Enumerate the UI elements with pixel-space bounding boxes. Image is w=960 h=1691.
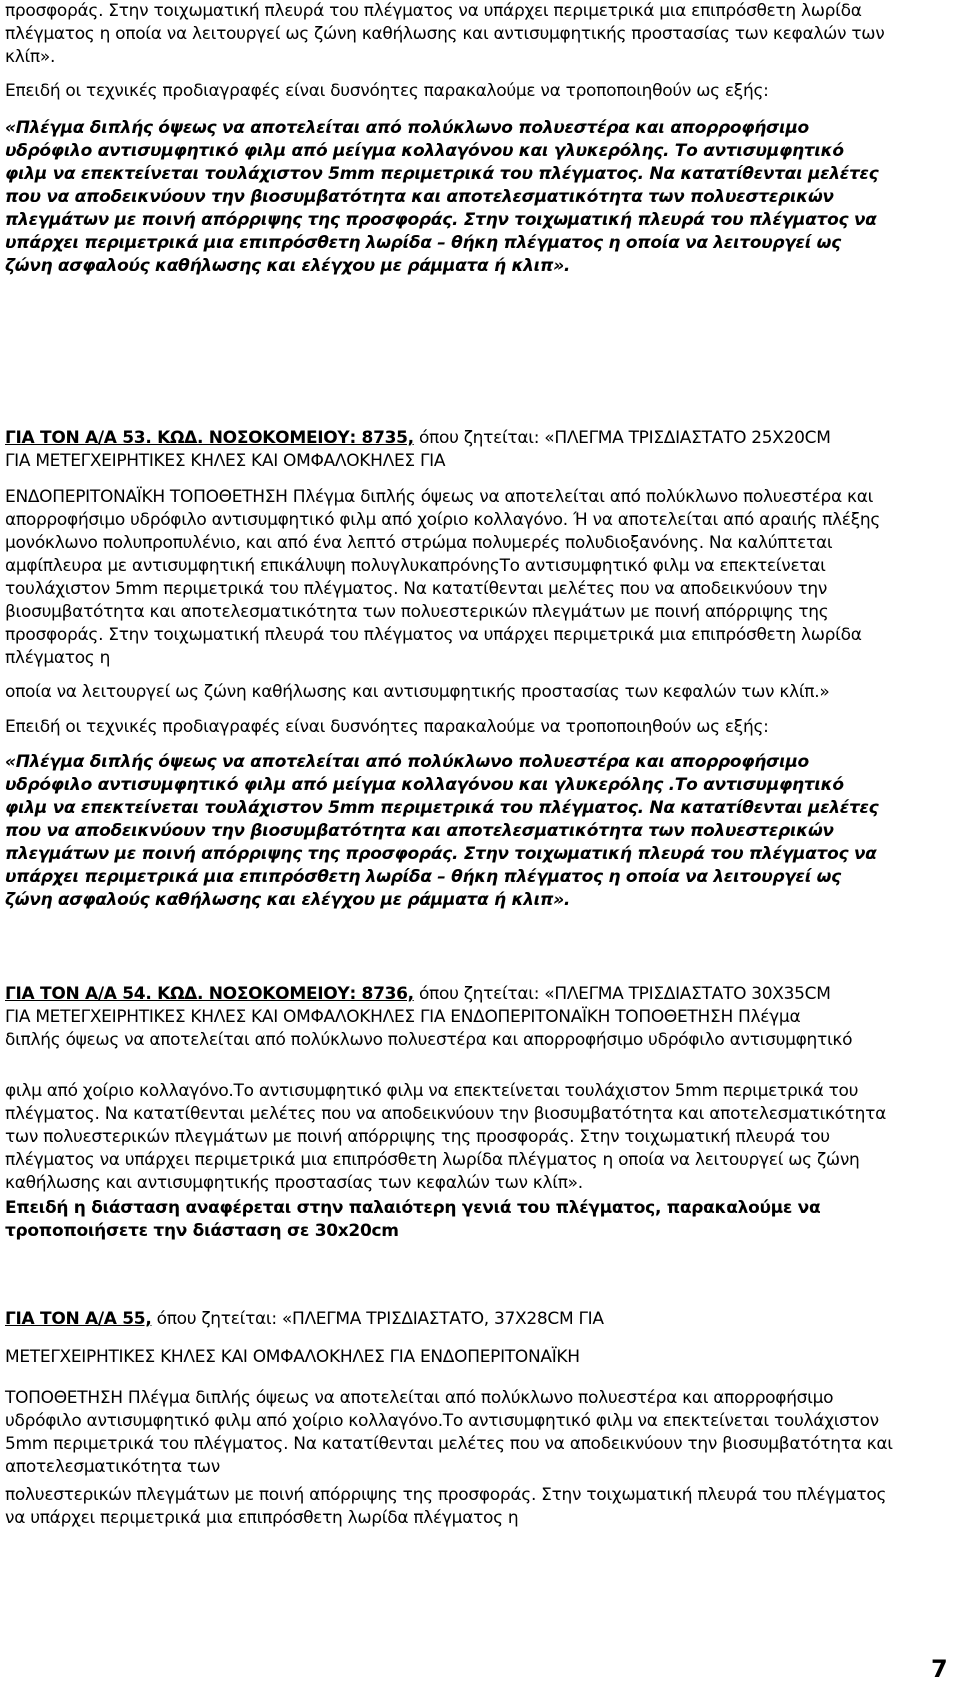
text-line: πολυεστερικών πλεγμάτων με ποινή απόρριψης της προσφοράς. Στην τοιχωματική πλευρά του πλέγματος (5, 1485, 887, 1505)
section-53-request (5, 716, 940, 739)
section-55-line2 (5, 1346, 940, 1369)
section-53-heading (5, 427, 940, 473)
section-53-body (5, 486, 940, 670)
text-line: αποτελεσματικότητα των (5, 1457, 220, 1477)
text-line: φιλμ από χοίριο κολλαγόνο.Το αντισυμφητικό φιλμ να επεκτείνεται τουλάχιστον 5mm περιμετρικά του (5, 1081, 859, 1101)
text-line: υπάρχει περιμετρικά μια επιπρόσθετη λωρίδα – θήκη πλέγματος η οποία να λειτουργεί ως (5, 233, 841, 253)
text-line: που να αποδεικνύουν την βιοσυμβατότητα και αποτελεσματικότητα των πολυεστερικών (5, 821, 834, 841)
text-line: Επειδή η διάσταση αναφέρεται στην παλαιότερη γενιά του πλέγματος, παρακαλούμε να (5, 1198, 821, 1218)
section-title-rest: όπου ζητείται: «ΠΛΕΓΜΑ ΤΡΙΣΔΙΑΣΤΑΤΟ, 37Χ28CM ΓΙΑ (151, 1309, 604, 1329)
text-line: φιλμ να επεκτείνεται τουλάχιστον 5mm περιμετρικά του πλέγματος. Να κατατίθενται μελέτες (5, 798, 879, 818)
section-title-rest: όπου ζητείται: «ΠΛΕΓΜΑ ΤΡΙΣΔΙΑΣΤΑΤΟ 30Χ35CM (413, 984, 831, 1004)
text-line: πλέγματος η (5, 648, 111, 668)
section-53-tail (5, 681, 940, 704)
text-line: που να αποδεικνύουν την βιοσυμβατότητα και αποτελεσματικότητα των πολυεστερικών (5, 187, 834, 207)
section-title-rest: όπου ζητείται: «ΠΛΕΓΜΑ ΤΡΙΣΔΙΑΣΤΑΤΟ 25Χ20CM (413, 428, 831, 448)
text-line: «Πλέγμα διπλής όψεως να αποτελείται από πολύκλωνο πολυεστέρα και απορροφήσιμο (5, 118, 809, 138)
section-title: ΓΙΑ ΤΟΝ Α/Α 54. ΚΩΔ. ΝΟΣΟΚΟΜΕΙΟΥ: 8736, (5, 984, 414, 1004)
section-55-tail (5, 1484, 940, 1530)
section-54-request (5, 1197, 940, 1243)
text-line: ζώνη ασφαλούς καθήλωσης και ελέγχου με ράμματα ή κλιπ». (5, 890, 571, 910)
intro-paragraph (5, 0, 940, 69)
text-line: υδρόφιλο αντισυμφητικό φιλμ από χοίριο κολλαγόνο.Το αντισυμφητικό φιλμ να επεκτείνεται τουλάχιστον (5, 1411, 879, 1431)
text-line: υπάρχει περιμετρικά μια επιπρόσθετη λωρίδα – θήκη πλέγματος η οποία να λειτουργεί ως (5, 867, 841, 887)
text-line: 5mm περιμετρικά του πλέγματος. Να κατατίθενται μελέτες που να αποδεικνύουν την βιοσυμβατότητα και (5, 1434, 893, 1454)
text-line: πλέγματος να υπάρχει περιμετρικά μια επιπρόσθετη λωρίδα πλέγματος η οποία να λειτουργεί ως ζώνη (5, 1150, 860, 1170)
text-line: τουλάχιστον 5mm περιμετρικά του πλέγματος. Να κατατίθενται μελέτες που να αποδεικνύουν την (5, 579, 828, 599)
text-line: ΓΙΑ ΜΕΤΕΓΧΕΙΡΗΤΙΚΕΣ ΚΗΛΕΣ ΚΑΙ ΟΜΦΑΛΟΚΗΛΕΣ ΓΙΑ (5, 451, 446, 471)
text-line: διπλής όψεως να αποτελείται από πολύκλωνο πολυεστέρα και απορροφήσιμο υδρόφιλο αντισυμφητικό (5, 1030, 853, 1050)
section-54-body (5, 1080, 940, 1195)
text-line: «Πλέγμα διπλής όψεως να αποτελείται από πολύκλωνο πολυεστέρα και απορροφήσιμο (5, 752, 809, 772)
text-line: ΤΟΠΟΘΕΤΗΣΗ Πλέγμα διπλής όψεως να αποτελείται από πολύκλωνο πολυεστέρα και απορροφήσιμο (5, 1388, 834, 1408)
text-line: πλέγματος η οποία να λειτουργεί ως ζώνη καθήλωσης και αντισυμφητικής προστασίας των κεφαλών των (5, 24, 885, 44)
text-line: πλεγμάτων με ποινή απόρριψης της προσφοράς. Στην τοιχωματική πλευρά του πλέγματος να (5, 210, 877, 230)
text-line: πλέγματος. Να κατατίθενται μελέτες που να αποδεικνύουν την βιοσυμβατότητα και αποτελεσματικότητα (5, 1104, 886, 1124)
text-line: κλίπ». (5, 47, 56, 67)
section-53-proposed-spec (5, 751, 940, 912)
section-55-heading (5, 1308, 940, 1331)
text-line: ΓΙΑ ΜΕΤΕΓΧΕΙΡΗΤΙΚΕΣ ΚΗΛΕΣ ΚΑΙ ΟΜΦΑΛΟΚΗΛΕΣ ΓΙΑ ΕΝΔΟΠΕΡΙΤΟΝΑΪΚΗ ΤΟΠΟΘΕΤΗΣΗ Πλέγμα (5, 1007, 801, 1027)
text-line: βιοσυμβατότητα και αποτελεσματικότητα των πολυεστερικών πλεγμάτων με ποινή απόρριψης της (5, 602, 829, 622)
text-line: ΜΕΤΕΓΧΕΙΡΗΤΙΚΕΣ ΚΗΛΕΣ ΚΑΙ ΟΜΦΑΛΟΚΗΛΕΣ ΓΙΑ ΕΝΔΟΠΕΡΙΤΟΝΑΪΚΗ (5, 1347, 580, 1367)
text-line: προσφοράς. Στην τοιχωματική πλευρά του πλέγματος να υπάρχει περιμετρικά μια επιπρόσθετη λωρίδα (5, 1, 862, 21)
page-number: 7 (931, 1655, 948, 1683)
text-line: καθήλωσης και αντισυμφητικής προστασίας των κεφαλών των κλίπ». (5, 1173, 583, 1193)
text-line: των πολυεστερικών πλεγμάτων με ποινή απόρριψης της προσφοράς. Στην τοιχωματική πλευρά του (5, 1127, 830, 1147)
text-line: φιλμ να επεκτείνεται τουλάχιστον 5mm περιμετρικά του πλέγματος. Να κατατίθενται μελέτες (5, 164, 879, 184)
text-line: τροποποιήσετε την διάσταση σε 30x20cm (5, 1221, 399, 1241)
text-line: αμφίπλευρα με αντισυμφητική επικάλυψη πολυγλυκαπρόνηςΤο αντισυμφητικό φιλμ να επεκτείνεται (5, 556, 826, 576)
text-line: προσφοράς. Στην τοιχωματική πλευρά του πλέγματος να υπάρχει περιμετρικά μια επιπρόσθετη λωρίδα (5, 625, 862, 645)
section-title: ΓΙΑ ΤΟΝ Α/Α 53. ΚΩΔ. ΝΟΣΟΚΟΜΕΙΟΥ: 8735, (5, 428, 414, 448)
text-line: υδρόφιλο αντισυμφητικό φιλμ από μείγμα κολλαγόνου και γλυκερόλης. Το αντισυμφητικό (5, 141, 844, 161)
text-line: μονόκλωνο πολυπροπυλένιο, και από ένα λεπτό στρώμα πολυμερές πολυδιοξανόνης. Να καλύπτεται (5, 533, 833, 553)
text-line: Επειδή οι τεχνικές προδιαγραφές είναι δυσνόητες παρακαλούμε να τροποποιηθούν ως εξής: (5, 717, 769, 737)
text-line: ζώνη ασφαλούς καθήλωσης και ελέγχου με ράμματα ή κλιπ». (5, 256, 571, 276)
text-line: υδρόφιλο αντισυμφητικό φιλμ από μείγμα κολλαγόνου και γλυκερόλης .Το αντισυμφητικό (5, 775, 844, 795)
text-line: να υπάρχει περιμετρικά μια επιπρόσθετη λωρίδα πλέγματος η (5, 1508, 519, 1528)
request-paragraph (5, 80, 940, 103)
text-line: ΕΝΔΟΠΕΡΙΤΟΝΑΪΚΗ ΤΟΠΟΘΕΤΗΣΗ Πλέγμα διπλής όψεως να αποτελείται από πολύκλωνο πολυεστέρα και (5, 487, 874, 507)
section-55-body (5, 1387, 940, 1479)
proposed-spec-paragraph (5, 117, 940, 278)
text-line: οποία να λειτουργεί ως ζώνη καθήλωσης και αντισυμφητικής προστασίας των κεφαλών των κλίπ.» (5, 682, 830, 702)
section-title: ΓΙΑ ΤΟΝ Α/Α 55, (5, 1309, 152, 1329)
text-line: πλεγμάτων με ποινή απόρριψης της προσφοράς. Στην τοιχωματική πλευρά του πλέγματος να (5, 844, 877, 864)
text-line: Επειδή οι τεχνικές προδιαγραφές είναι δυσνόητες παρακαλούμε να τροποποιηθούν ως εξής: (5, 81, 769, 101)
section-54-heading (5, 983, 940, 1052)
text-line: απορροφήσιμο υδρόφιλο αντισυμφητικό φιλμ από χοίριο κολλαγόνο. Ή να αποτελείται από αραιής πλέξης (5, 510, 881, 530)
